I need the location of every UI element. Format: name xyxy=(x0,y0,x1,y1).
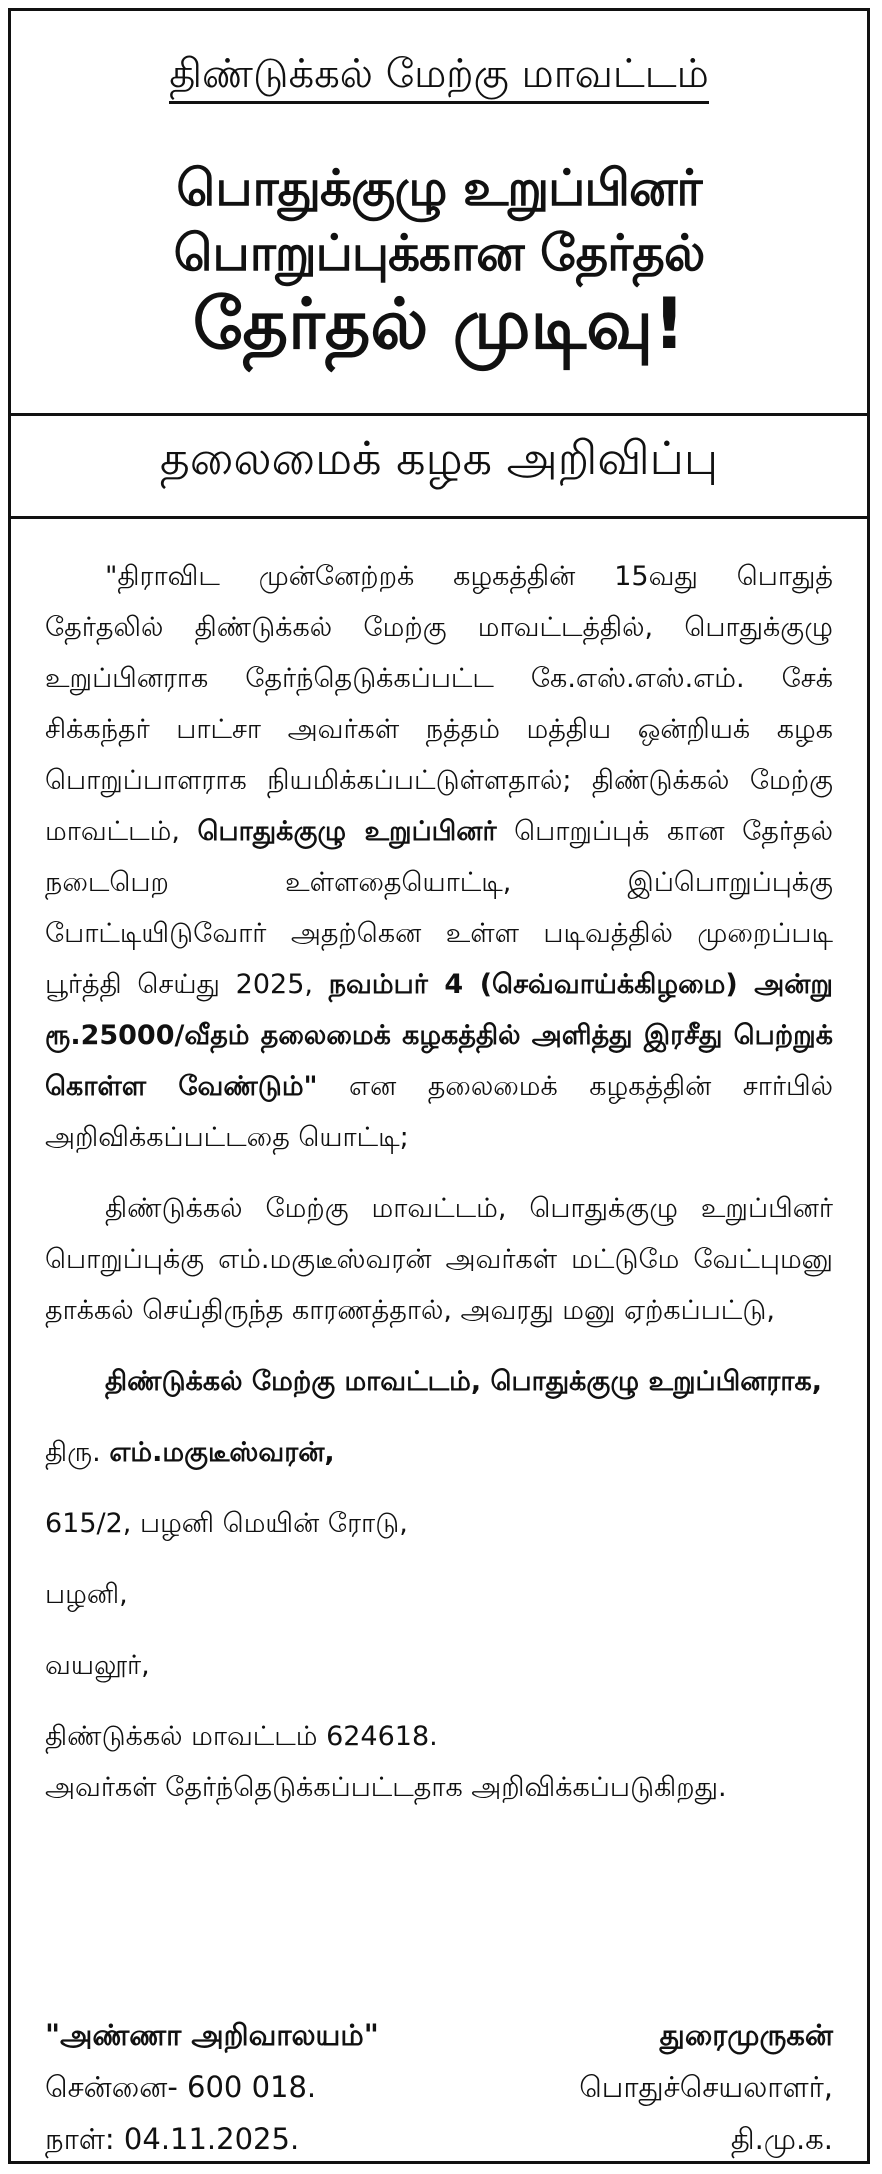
signatory-designation: பொதுச்செயலாளர், xyxy=(579,2070,833,2104)
announcement-bold-post: பொதுக்குழு உறுப்பினர் xyxy=(197,816,497,847)
address-line-4: திண்டுக்கல் மாவட்டம் 624618. xyxy=(45,1721,438,1752)
announcement-text: "திராவிட முன்னேற்றக் கழகத்தின் 15வது பொதுத் தேர்தலில் திண்டுக்கல் மேற்கு மாவட்டத்தில், பொதுக்குழு உறுப்பினராக தேர்ந்தெடுக்கப்பட்ட கே.எஸ்.எஸ்.எம். சேக் சிக்கந்தர் பாட்சா அவர்கள் நத்தம் மத்திய ஒன்றியக் கழக பொறுப்பாளராக நியமிக்கப்பட்டுள்ளதால்; திண்டுக்கல் மேற்கு மாவட்டம், xyxy=(45,561,833,847)
notice-type-heading: தலைமைக் கழக அறிவிப்பு xyxy=(159,431,719,485)
party-name: தி.மு.க. xyxy=(730,2122,833,2156)
announcement-bold-deadline: நவம்பர் 4 (செவ்வாய்க்கிழமை) அன்று ரூ.25000/வீதம் தலைமைக் கழகத்தில் அளித்து இரசீது பெற்றுக் கொள்ள வேண்டும்" xyxy=(45,969,834,1102)
result-heading: தேர்தல் முடிவு! xyxy=(192,283,686,365)
notice-body xyxy=(45,551,833,1813)
footer-right xyxy=(579,2009,833,2165)
paragraph-nomination: திண்டுக்கல் மேற்கு மாவட்டம், பொதுக்குழு உறுப்பினர் பொறுப்புக்கு எம்.மகுடீஸ்வரன் அவர்கள் மட்டுமே வேட்புமனு தாக்கல் செய்திருந்த காரணத்தால், அவரது மனு ஏற்கப்பட்டு, xyxy=(45,1193,833,1326)
notice-frame xyxy=(8,8,870,2164)
paragraph-announcement xyxy=(45,551,833,1163)
address-line-1: 615/2, பழனி மெயின் ரோடு, xyxy=(45,1508,408,1539)
candidate-line xyxy=(45,1427,833,1478)
signatory-name: துரைமுருகன் xyxy=(659,2018,833,2052)
paragraph-elected-as: திண்டுக்கல் மேற்கு மாவட்டம், பொதுக்குழு உறுப்பினராக, xyxy=(105,1366,823,1397)
office-name: "அண்ணா அறிவாலயம்" xyxy=(45,2018,379,2052)
district-heading xyxy=(11,51,867,102)
district-title: திண்டுக்கல் மேற்கு மாவட்டம் xyxy=(169,51,709,104)
announcement-text-3: என தலைமைக் கழகத்தின் சார்பில் அறிவிக்கப்பட்டதை யொட்டி; xyxy=(45,1071,833,1153)
announcement-text-2: பொறுப்புக் கான தேர்தல் நடைபெற உள்ளதையொட்டி, இப்பொறுப்புக்கு போட்டியிடுவோர் அதற்கென உள்ள படிவத்தில் முறைப்படி பூர்த்தி செய்து 2025, xyxy=(45,816,833,1000)
address-line-3: வயலூர், xyxy=(45,1650,150,1681)
candidate-name: எம்.மகுடீஸ்வரன், xyxy=(109,1437,335,1468)
closing-statement: அவர்கள் தேர்ந்தெடுக்கப்பட்டதாக அறிவிக்கப்படுகிறது. xyxy=(45,1772,727,1803)
address-line-2: பழனி, xyxy=(45,1579,128,1610)
divider-bottom xyxy=(11,516,867,519)
divider-top xyxy=(11,413,867,416)
election-title: பொதுக்குழு உறுப்பினர் பொறுப்புக்கான தேர்தல் xyxy=(173,159,705,282)
notice-date: நாள்: 04.11.2025. xyxy=(45,2122,300,2156)
office-city: சென்னை- 600 018. xyxy=(45,2070,317,2104)
footer-left xyxy=(45,2009,379,2165)
candidate-prefix: திரு. xyxy=(45,1437,101,1468)
